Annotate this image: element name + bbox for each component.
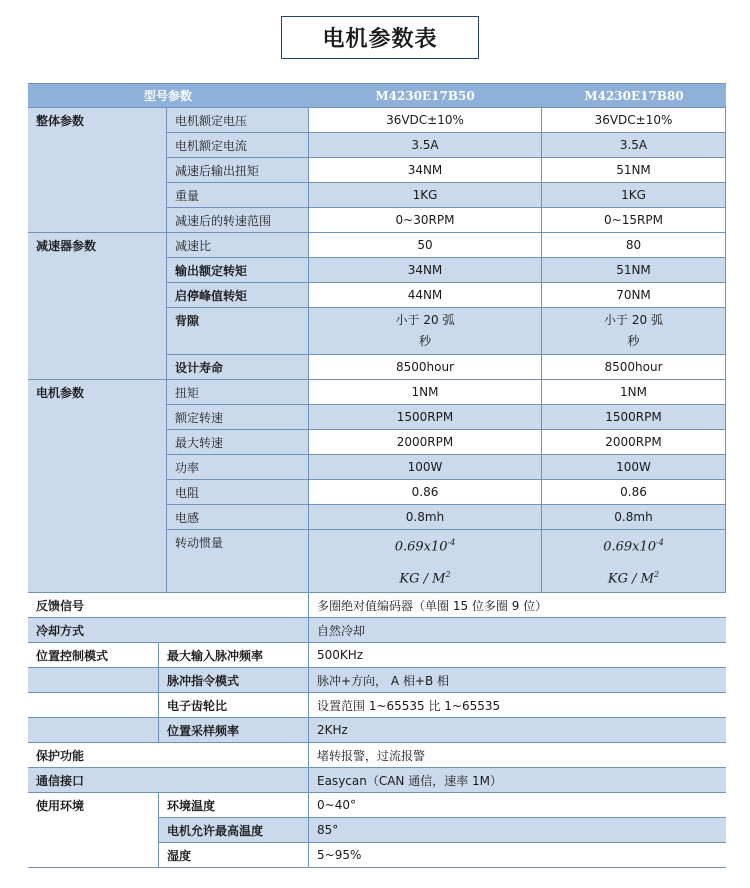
param-value-2: 0~15RPM	[542, 208, 726, 232]
param-value-2: 1NM	[542, 380, 726, 404]
param-value-1: 34NM	[308, 258, 542, 282]
position-mode-label: 位置控制模式	[28, 643, 158, 668]
motor-section	[28, 380, 726, 593]
section-motor: 电机参数	[28, 380, 166, 593]
param-value-2: 100W	[542, 455, 726, 479]
param-value-1: 50	[308, 233, 542, 257]
table-row	[158, 643, 726, 668]
param-value-2: 2000RPM	[542, 430, 726, 454]
param-value-1	[308, 308, 542, 354]
param-value-1: 1NM	[308, 380, 542, 404]
param-value-1: 34NM	[308, 158, 542, 182]
table-row	[166, 283, 726, 308]
param-name: 功率	[166, 455, 308, 479]
param-value-1: 44NM	[308, 283, 542, 307]
header-model-1: M4230E17B50	[375, 88, 475, 103]
param-name: 电机允许最高温度	[158, 818, 308, 842]
inertia-base-line	[395, 529, 456, 561]
parameter-table	[28, 83, 726, 868]
param-name: 位置采样频率	[158, 718, 308, 742]
param-name: 扭矩	[166, 380, 308, 404]
comm-label: 通信接口	[28, 768, 308, 792]
param-name: 输出额定转矩	[166, 258, 308, 282]
inertia-unit: KG / M	[607, 571, 654, 587]
environment-label: 使用环境	[28, 793, 158, 868]
table-row	[166, 530, 726, 593]
table-row	[158, 793, 726, 818]
backlash-line-2: 秒	[627, 334, 640, 348]
param-value-2: 51NM	[542, 158, 726, 182]
position-mode-spacer	[28, 693, 158, 718]
table-row	[166, 430, 726, 455]
param-name: 背隙	[166, 308, 308, 354]
table-header	[28, 84, 726, 108]
inertia-exponent: -4	[656, 537, 664, 547]
protection-label: 保护功能	[28, 743, 308, 767]
param-value-1: 1500RPM	[308, 405, 542, 429]
table-row	[166, 308, 726, 355]
table-row	[158, 668, 726, 693]
table-row	[28, 768, 726, 793]
reducer-section	[28, 233, 726, 380]
table-row	[166, 480, 726, 505]
position-mode-spacer	[28, 718, 158, 743]
page-title: 电机参数表	[281, 16, 479, 59]
table-row	[166, 505, 726, 530]
backlash-line-1: 小于 20 弧	[604, 313, 663, 327]
table-row	[158, 843, 726, 868]
param-value-1: 8500hour	[308, 355, 542, 379]
param-name: 重量	[166, 183, 308, 207]
param-value-1: 0.8mh	[308, 505, 542, 529]
header-label: 型号参数	[143, 89, 192, 103]
param-value: 设置范围 1~65535 比 1~65535	[308, 693, 726, 717]
cooling-value: 自然冷却	[308, 618, 726, 642]
overall-section	[28, 108, 726, 233]
table-row	[166, 355, 726, 380]
param-name: 脉冲指令模式	[158, 668, 308, 692]
feedback-label: 反馈信号	[28, 593, 308, 617]
inertia-unit-line	[608, 561, 659, 593]
table-row	[28, 593, 726, 618]
param-value: 500KHz	[308, 643, 726, 667]
param-value-2: 70NM	[542, 283, 726, 307]
environment-section	[28, 793, 726, 868]
protection-value: 堵转报警，过流报警	[308, 743, 726, 767]
param-value-1: 36VDC±10%	[308, 108, 542, 132]
inertia-exponent: -4	[447, 537, 456, 547]
param-value-1: 1KG	[308, 183, 542, 207]
param-value: 脉冲+方向， A 相+B 相	[308, 668, 726, 692]
param-value-2: 8500hour	[542, 355, 726, 379]
table-row	[166, 233, 726, 258]
param-name: 减速后的转速范围	[166, 208, 308, 232]
param-name: 湿度	[158, 843, 308, 867]
param-value-2: 51NM	[542, 258, 726, 282]
param-value-2	[542, 308, 726, 354]
table-row	[166, 208, 726, 233]
feedback-value: 多圈绝对值编码器（单圈 15 位多圈 9 位）	[308, 593, 726, 617]
table-row	[166, 455, 726, 480]
inertia-base: 0.69x10	[394, 539, 448, 554]
inertia-base: 0.69x10	[603, 539, 657, 554]
section-reducer: 减速器参数	[28, 233, 166, 380]
param-name: 设计寿命	[166, 355, 308, 379]
table-row	[166, 183, 726, 208]
backlash-line-1: 小于 20 弧	[395, 313, 455, 327]
table-row	[158, 718, 726, 743]
table-row	[158, 818, 726, 843]
param-value-2: 3.5A	[542, 133, 726, 157]
param-value-2: 1KG	[542, 183, 726, 207]
inertia-base-line	[603, 529, 664, 561]
param-value: 0~40°	[308, 793, 726, 817]
param-name: 减速比	[166, 233, 308, 257]
param-name: 电感	[166, 505, 308, 529]
table-row	[28, 743, 726, 768]
param-name: 启停峰值转矩	[166, 283, 308, 307]
cooling-label: 冷却方式	[28, 618, 308, 642]
inertia-unit-exponent: 2	[445, 570, 451, 579]
param-value-1: 3.5A	[308, 133, 542, 157]
param-name: 电阻	[166, 480, 308, 504]
param-value: 85°	[308, 818, 726, 842]
param-name: 电机额定电流	[166, 133, 308, 157]
param-name: 环境温度	[158, 793, 308, 817]
header-model-2: M4230E17B80	[584, 88, 684, 103]
param-value-2: 80	[542, 233, 726, 257]
table-row	[166, 158, 726, 183]
param-value-1: 0.86	[308, 480, 542, 504]
param-value-2: 0.8mh	[542, 505, 726, 529]
param-name: 减速后输出扭矩	[166, 158, 308, 182]
table-row	[166, 133, 726, 158]
param-name: 额定转速	[166, 405, 308, 429]
param-name: 电机额定电压	[166, 108, 308, 132]
param-name: 最大转速	[166, 430, 308, 454]
inertia-unit-line	[399, 561, 450, 593]
param-value-2: 0.86	[542, 480, 726, 504]
table-row	[166, 258, 726, 283]
table-row	[158, 693, 726, 718]
inertia-value-1	[308, 530, 542, 592]
table-row	[166, 405, 726, 430]
param-value-1: 100W	[308, 455, 542, 479]
position-mode-section	[28, 643, 726, 743]
param-value: 2KHz	[308, 718, 726, 742]
param-name: 转动惯量	[166, 530, 308, 592]
param-value-2: 36VDC±10%	[542, 108, 726, 132]
inertia-unit: KG / M	[399, 571, 446, 587]
param-value-1: 0~30RPM	[308, 208, 542, 232]
param-value: 5~95%	[308, 843, 726, 867]
section-overall: 整体参数	[28, 108, 166, 233]
position-mode-spacer	[28, 668, 158, 693]
table-row	[28, 618, 726, 643]
backlash-line-2: 秒	[418, 334, 431, 348]
table-row	[166, 108, 726, 133]
comm-value: Easycan（CAN 通信，速率 1M）	[308, 768, 726, 792]
param-name: 电子齿轮比	[158, 693, 308, 717]
table-row	[166, 380, 726, 405]
inertia-value-2	[542, 530, 726, 592]
inertia-unit-exponent: 2	[653, 570, 660, 579]
param-value-1: 2000RPM	[308, 430, 542, 454]
param-value-2: 1500RPM	[542, 405, 726, 429]
param-name: 最大输入脉冲频率	[158, 643, 308, 667]
